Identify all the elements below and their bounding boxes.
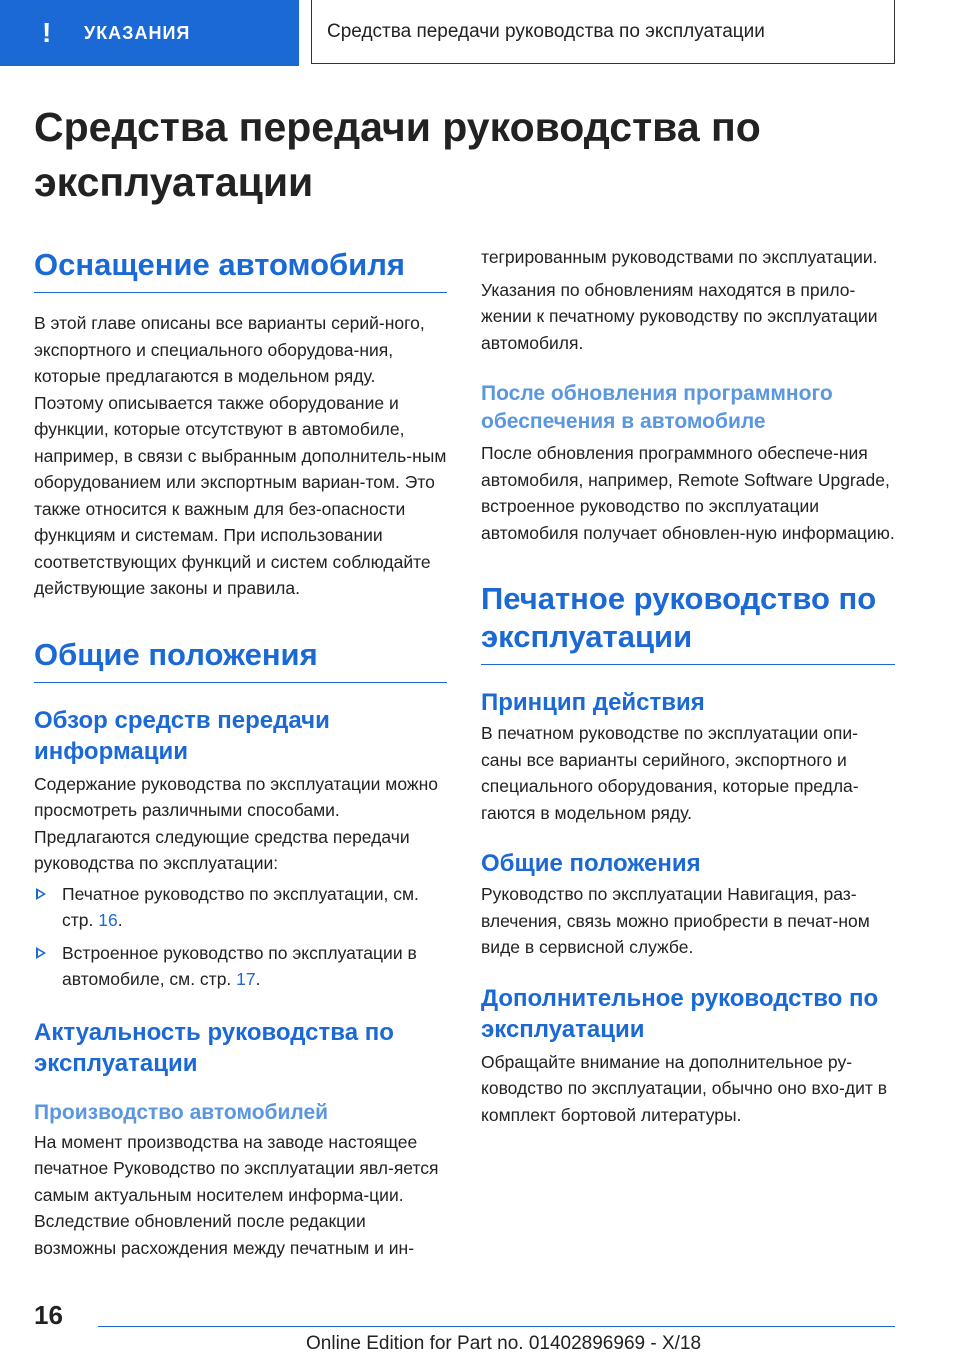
production-text: На момент производства на заводе настоящее печатное Руководство по эксплуатации явл-яется самым актуальным носителем информа-ции. Вследствие обновлений после редакции возможны расхождения между печатным и ин- bbox=[34, 1131, 439, 1258]
heading-general: Общие положения bbox=[34, 636, 447, 683]
updates-text: Указания по обновлениям находятся в прило-жении к печатному руководству по эксплуатации автомобиля. bbox=[481, 279, 878, 353]
page-link[interactable]: 17 bbox=[236, 969, 256, 989]
header-section-tab bbox=[0, 0, 299, 66]
header-tab-label: УКАЗАНИЯ bbox=[84, 22, 191, 43]
left-column bbox=[34, 246, 447, 1261]
exclamation-icon: ! bbox=[42, 17, 52, 48]
list-item: Встроенное руководство по эксплуатации в автомобиле, см. стр. 17. bbox=[34, 940, 447, 993]
right-column bbox=[481, 244, 895, 1128]
heading-additional: Дополнительное руководство по эксплуатации bbox=[481, 984, 879, 1043]
page-title: Средства передачи руководства по эксплуатации bbox=[34, 104, 761, 205]
footer-divider bbox=[98, 1326, 895, 1327]
heading-printed-manual: Печатное руководство по эксплуатации bbox=[481, 580, 895, 665]
heading-production: Производство автомобилей bbox=[34, 1100, 329, 1124]
triangle-bullet-icon bbox=[36, 947, 46, 959]
page-number: 16 bbox=[34, 1300, 63, 1330]
software-update-text: После обновления программного обеспече-ния автомобиля, например, Remote Software Upgrade, встроенное руководство по эксплуатации автомобиля получает обновлен-ную информацию. bbox=[481, 443, 895, 543]
heading-overview: Обзор средств передачи информации bbox=[34, 706, 330, 765]
heading-currency: Актуальность руководства по эксплуатации bbox=[34, 1018, 394, 1077]
header-section-title: Средства передачи руководства по эксплуатации bbox=[311, 0, 895, 64]
heading-printed-general: Общие положения bbox=[481, 850, 701, 877]
continued-text: тегрированным руководствами по эксплуатации. bbox=[481, 247, 878, 267]
heading-principle: Принцип действия bbox=[481, 689, 705, 716]
heading-software-update: После обновления программного обеспечения в автомобиле bbox=[481, 382, 833, 433]
footer-edition: Online Edition for Part no. 01402896969 - X/18 bbox=[306, 1333, 702, 1354]
triangle-bullet-icon bbox=[36, 888, 46, 900]
principle-text: В печатном руководстве по эксплуатации опи-саны все варианты серийного, экспортного и специального оборудования, которые предла-гаются в модельном ряду. bbox=[481, 723, 859, 823]
heading-vehicle-equipment: Оснащение автомобиля bbox=[34, 246, 447, 293]
list-item: Печатное руководство по эксплуатации, см. стр. 16. bbox=[34, 881, 447, 934]
additional-text: Обращайте внимание на дополнительное ру-ководство по эксплуатации, обычно оно вхо-дит в комплект бортовой литературы. bbox=[481, 1051, 888, 1125]
vehicle-equipment-text: В этой главе описаны все варианты серий-ного, экспортного и специального оборудова-ния, которые предлагаются в модельном ряду. Поэтому описывается также оборудование и функции, которые отсутствуют в автомобиле, например, в связи с выбранным дополнитель-ным оборудованием или экспортным вариан-том. Это также относится к важным для без-опасности функциям и системам. При использовании соответствующих функций и систем соблюдайте действующие законы и правила. bbox=[34, 313, 447, 598]
overview-text: Содержание руководства по эксплуатации можно просмотреть различными способами. Предлагаются следующие средства передачи руководства по эксплуатации: bbox=[34, 773, 438, 873]
page-link[interactable]: 16 bbox=[98, 910, 118, 930]
media-list bbox=[34, 881, 447, 993]
printed-general-text: Руководство по эксплуатации Навигация, раз-влечения, связь можно приобрести в печат-ном виде в сервисной службе. bbox=[481, 884, 870, 957]
